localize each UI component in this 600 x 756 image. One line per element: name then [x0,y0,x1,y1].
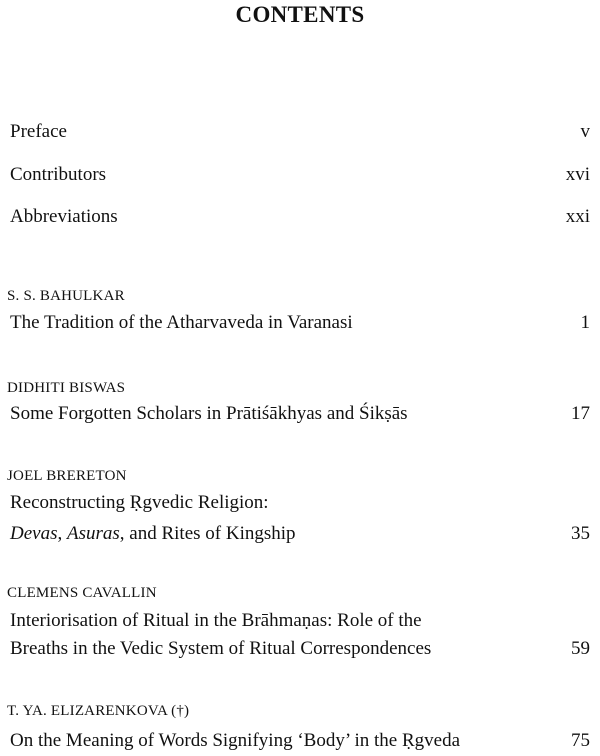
toc-entry-title: Some Forgotten Scholars in Prātiśākhyas and Śikṣās [10,403,408,424]
toc-entry-title-line2 [10,522,296,546]
toc-page: 59 [571,638,590,659]
toc-page: 17 [571,403,590,424]
text-sep: , [57,523,67,544]
toc-author: DIDHITI BISWAS [7,380,126,396]
toc-page: v [580,121,590,142]
toc-entry-title: On the Meaning of Words Signifying ‘Body’ in the Ṛgveda [10,730,461,751]
toc-author: JOEL BRERETON [7,468,127,484]
toc-label: Preface [10,121,67,142]
text-rest: , and Rites of Kingship [119,523,296,544]
italic-devas: Devas [10,523,58,544]
toc-entry-title: Interiorisation of Ritual in the Brāhmaṇas: Role of the [10,610,422,631]
toc-entry-title-line2: Breaths in the Vedic System of Ritual Correspondences [10,638,432,659]
toc-entry-title: Reconstructing Ṛgvedic Religion: [10,492,269,513]
toc-page: 1 [580,312,590,333]
toc-label: Abbreviations [10,206,118,227]
italic-asuras: Asuras [66,523,120,544]
toc-author: T. YA. ELIZARENKOVA (†) [7,703,190,719]
toc-page: 35 [571,523,590,544]
toc-entry-title: The Tradition of the Atharvaveda in Varanasi [10,312,353,333]
toc-page: xxi [565,206,590,227]
toc-page: xvi [565,164,590,185]
toc-author: S. S. BAHULKAR [7,288,125,304]
toc-label: Contributors [10,164,107,185]
toc-page: 75 [571,730,590,751]
page-title: CONTENTS [235,2,365,27]
toc-author: CLEMENS CAVALLIN [7,585,157,601]
